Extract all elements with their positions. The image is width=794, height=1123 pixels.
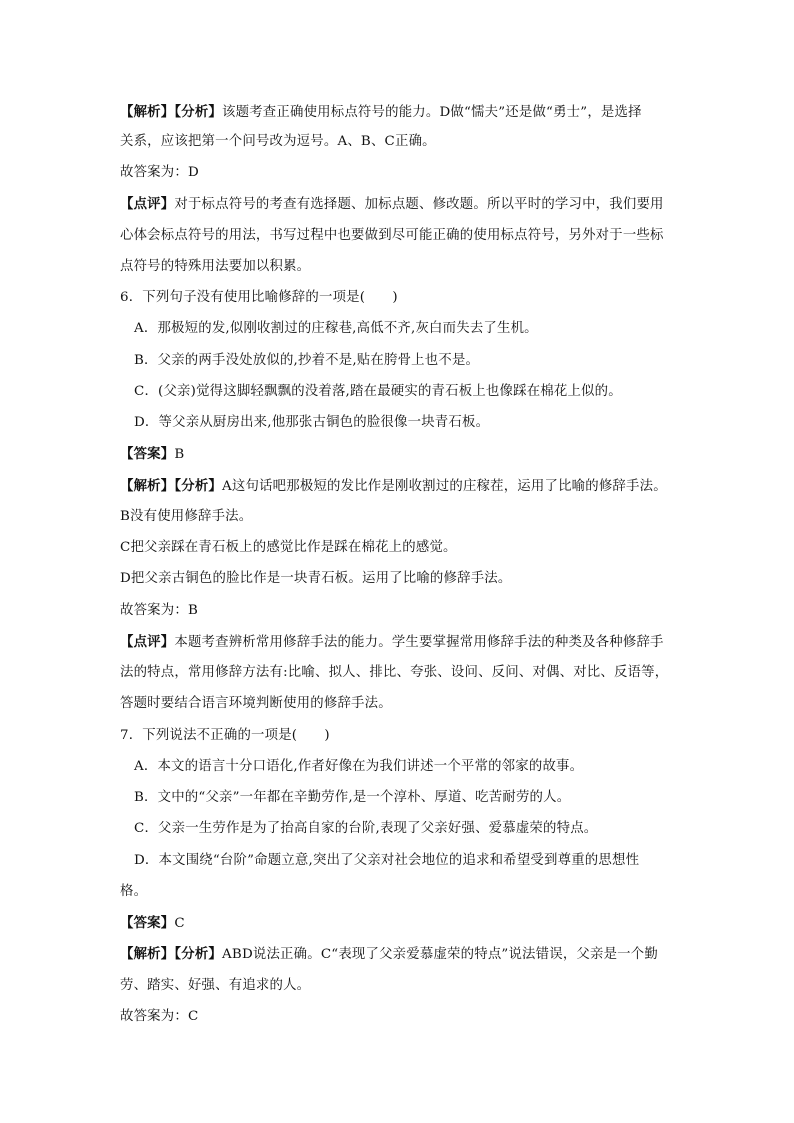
- paragraph-text: C把父亲踩在青石板上的感觉比作是踩在棉花上的感觉。: [120, 540, 457, 555]
- paragraph-text: B: [174, 447, 185, 462]
- paragraph-text: 点符号的特殊用法要加以积累。: [120, 259, 311, 274]
- paragraph-text: 故答案为：B: [120, 603, 198, 618]
- paragraph-text: B．父亲的两手没处放似的,抄着不是,贴在胯骨上也不是。: [134, 353, 480, 368]
- paragraph-text: 故答案为：D: [120, 165, 199, 180]
- final-answer-q5: [120, 163, 680, 183]
- paragraph-text: D把父亲古铜色的脸比作是一块青石板。运用了比喻的修辞手法。: [120, 571, 512, 586]
- answer-q7: [120, 913, 680, 934]
- section-label: 【点评】: [120, 634, 175, 650]
- paragraph-text: 6．下列句子没有使用比喻修辞的一项是( ): [120, 290, 398, 305]
- question-7-option-a: [134, 757, 694, 777]
- paragraph-text: A．本文的语言十分口语化,作者好像在为我们讲述一个平常的邻家的故事。: [134, 759, 584, 774]
- question-6-option-a: [134, 319, 694, 339]
- analysis-q5-line1: [120, 102, 680, 123]
- question-6-option-d: [134, 413, 694, 433]
- paragraph-text: D．本文围绕“台阶”命题立意,突出了父亲对社会地位的追求和希望受到尊重的思想性: [134, 853, 640, 868]
- comment-q5-line1: [120, 194, 680, 215]
- paragraph-text: D．等父亲从厨房出来,他那张古铜色的脸很像一块青石板。: [134, 415, 490, 430]
- question-7-option-c: [134, 819, 694, 839]
- paragraph-text: 心体会标点符号的用法，书写过程中也要做到尽可能正确的使用标点符号，另外对于一些标: [120, 228, 664, 243]
- question-6-option-b: [134, 351, 694, 371]
- paragraph-text: 该题考查正确使用标点符号的能力。D做“懦夫”还是做“勇士”，是选择: [222, 105, 642, 120]
- section-label: 【解析】【分析】: [120, 946, 223, 962]
- comment-q6-line2: [120, 663, 680, 683]
- paragraph-text: 7．下列说法不正确的一项是( ): [120, 728, 330, 743]
- paragraph-text: C．父亲一生劳作是为了抬高自家的台阶,表现了父亲好强、爱慕虚荣的特点。: [134, 821, 598, 836]
- paragraph-text: 法的特点，常用修辞方法有:比喻、拟人、排比、夸张、设问、反问、对偶、对比、反语等，: [120, 665, 669, 680]
- paragraph-text: 答题时要结合语言环境判断使用的修辞手法。: [120, 696, 392, 711]
- analysis-q7-line2: [120, 976, 680, 996]
- paragraph-text: 格。: [120, 884, 148, 899]
- comment-q5-line3: [120, 257, 680, 277]
- analysis-q6-line1: [120, 476, 680, 497]
- paragraph-text: C．(父亲)觉得这脚轻飘飘的没着落,踏在最硬实的青石板上也像踩在棉花上似的。: [134, 384, 622, 399]
- analysis-q6-line2: [120, 507, 680, 527]
- paragraph-text: C: [174, 916, 185, 931]
- analysis-q6-line3: [120, 538, 680, 558]
- paragraph-text: 关系，应该把第一个问号改为逗号。A、B、C正确。: [120, 134, 436, 149]
- analysis-q6-line4: [120, 569, 680, 589]
- section-label: 【答案】: [120, 915, 175, 931]
- paragraph-text: B．文中的“父亲”一年都在辛勤劳作,是一个淳朴、厚道、吃苦耐劳的人。: [134, 790, 571, 805]
- comment-q5-line2: [120, 226, 680, 246]
- final-answer-q7: [120, 1007, 680, 1027]
- paragraph-text: B没有使用修辞手法。: [120, 509, 253, 524]
- question-6-stem: [120, 288, 680, 308]
- question-6-option-c: [134, 382, 694, 402]
- paragraph-text: A这句话吧那极短的发比作是刚收割过的庄稼茬，运用了比喻的修辞手法。: [222, 479, 667, 494]
- question-7-option-b: [134, 788, 694, 808]
- section-label: 【解析】【分析】: [120, 104, 223, 120]
- section-label: 【答案】: [120, 446, 175, 462]
- paragraph-text: ABD说法正确。C“表现了父亲爱慕虚荣的特点”说法错误，父亲是一个勤: [222, 947, 658, 962]
- comment-q6-line1: [120, 632, 680, 653]
- question-7-stem: [120, 726, 680, 746]
- analysis-q5-line2: [120, 132, 680, 152]
- section-label: 【点评】: [120, 196, 175, 212]
- question-7-option-d-line1: [134, 851, 694, 871]
- final-answer-q6: [120, 601, 680, 621]
- paragraph-text: 故答案为：C: [120, 1009, 199, 1024]
- paragraph-text: 劳、踏实、好强、有追求的人。: [120, 978, 311, 993]
- question-7-option-d-line2: [120, 882, 680, 902]
- section-label: 【解析】【分析】: [120, 478, 223, 494]
- paragraph-text: 本题考查辨析常用修辞手法的能力。学生要掌握常用修辞手法的种类及各种修辞手: [174, 635, 664, 650]
- analysis-q7-line1: [120, 944, 680, 965]
- paragraph-text: 对于标点符号的考查有选择题、加标点题、修改题。所以平时的学习中，我们要用: [174, 197, 664, 212]
- comment-q6-line3: [120, 694, 680, 714]
- paragraph-text: A．那极短的发,似刚收割过的庄稼巷,高低不齐,灰白而失去了生机。: [134, 321, 538, 336]
- answer-q6: [120, 444, 680, 465]
